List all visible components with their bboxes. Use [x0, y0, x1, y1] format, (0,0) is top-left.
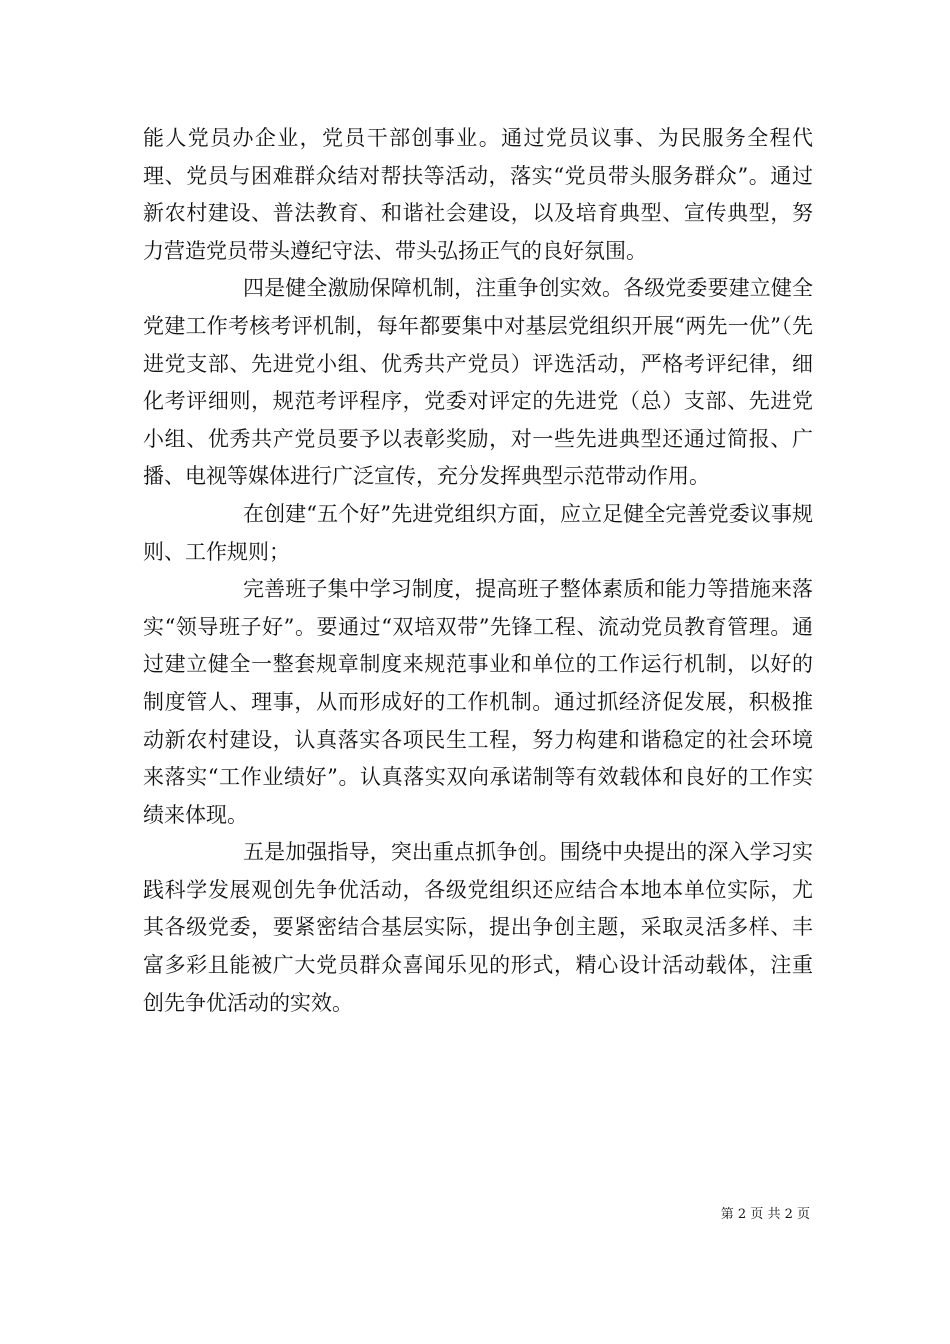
page-number-footer: 第 2 页 共 2 页	[720, 1207, 810, 1222]
document-body	[143, 120, 813, 1022]
paragraph-2: 四是健全激励保障机制，注重争创实效。各级党委要建立健全党建工作考核考评机制，每年都要集中对基层党组织开展“两先一优”（先进党支部、先进党小组、优秀共产党员）评选活动，严格考评纪律，细化考评细则，规范考评程序，党委对评定的先进党（总）支部、先进党小组、优秀共产党员要予以表彰奖励，对一些先进典型还通过简报、广播、电视等媒体进行广泛宣传，充分发挥典型示范带动作用。	[143, 276, 813, 489]
paragraph-1: 能人党员办企业，党员干部创事业。通过党员议事、为民服务全程代理、党员与困难群众结对帮扶等活动，落实“党员带头服务群众”。通过新农村建设、普法教育、和谐社会建设，以及培育典型、宣传典型，努力营造党员带头遵纪守法、带头弘扬正气的良好氛围。	[143, 126, 813, 263]
paragraph-4: 完善班子集中学习制度，提高班子整体素质和能力等措施来落实“领导班子好”。要通过“双培双带”先锋工程、流动党员教育管理。通过建立健全一整套规章制度来规范事业和单位的工作运行机制，以好的制度管人、理事，从而形成好的工作机制。通过抓经济促发展，积极推动新农村建设，认真落实各项民生工程，努力构建和谐稳定的社会环境来落实“工作业绩好”。认真落实双向承诺制等有效载体和良好的工作实绩来体现。	[143, 577, 813, 827]
paragraph-3: 在创建“五个好”先进党组织方面，应立足健全完善党委议事规则、工作规则；	[143, 501, 813, 564]
paragraph-5: 五是加强指导，突出重点抓争创。围绕中央提出的深入学习实践科学发展观创先争优活动，各级党组织还应结合本地本单位实际，尤其各级党委，要紧密结合基层实际，提出争创主题，采取灵活多样、丰富多彩且能被广大党员群众喜闻乐见的形式，精心设计活动载体，注重创先争优活动的实效。	[143, 840, 813, 1015]
